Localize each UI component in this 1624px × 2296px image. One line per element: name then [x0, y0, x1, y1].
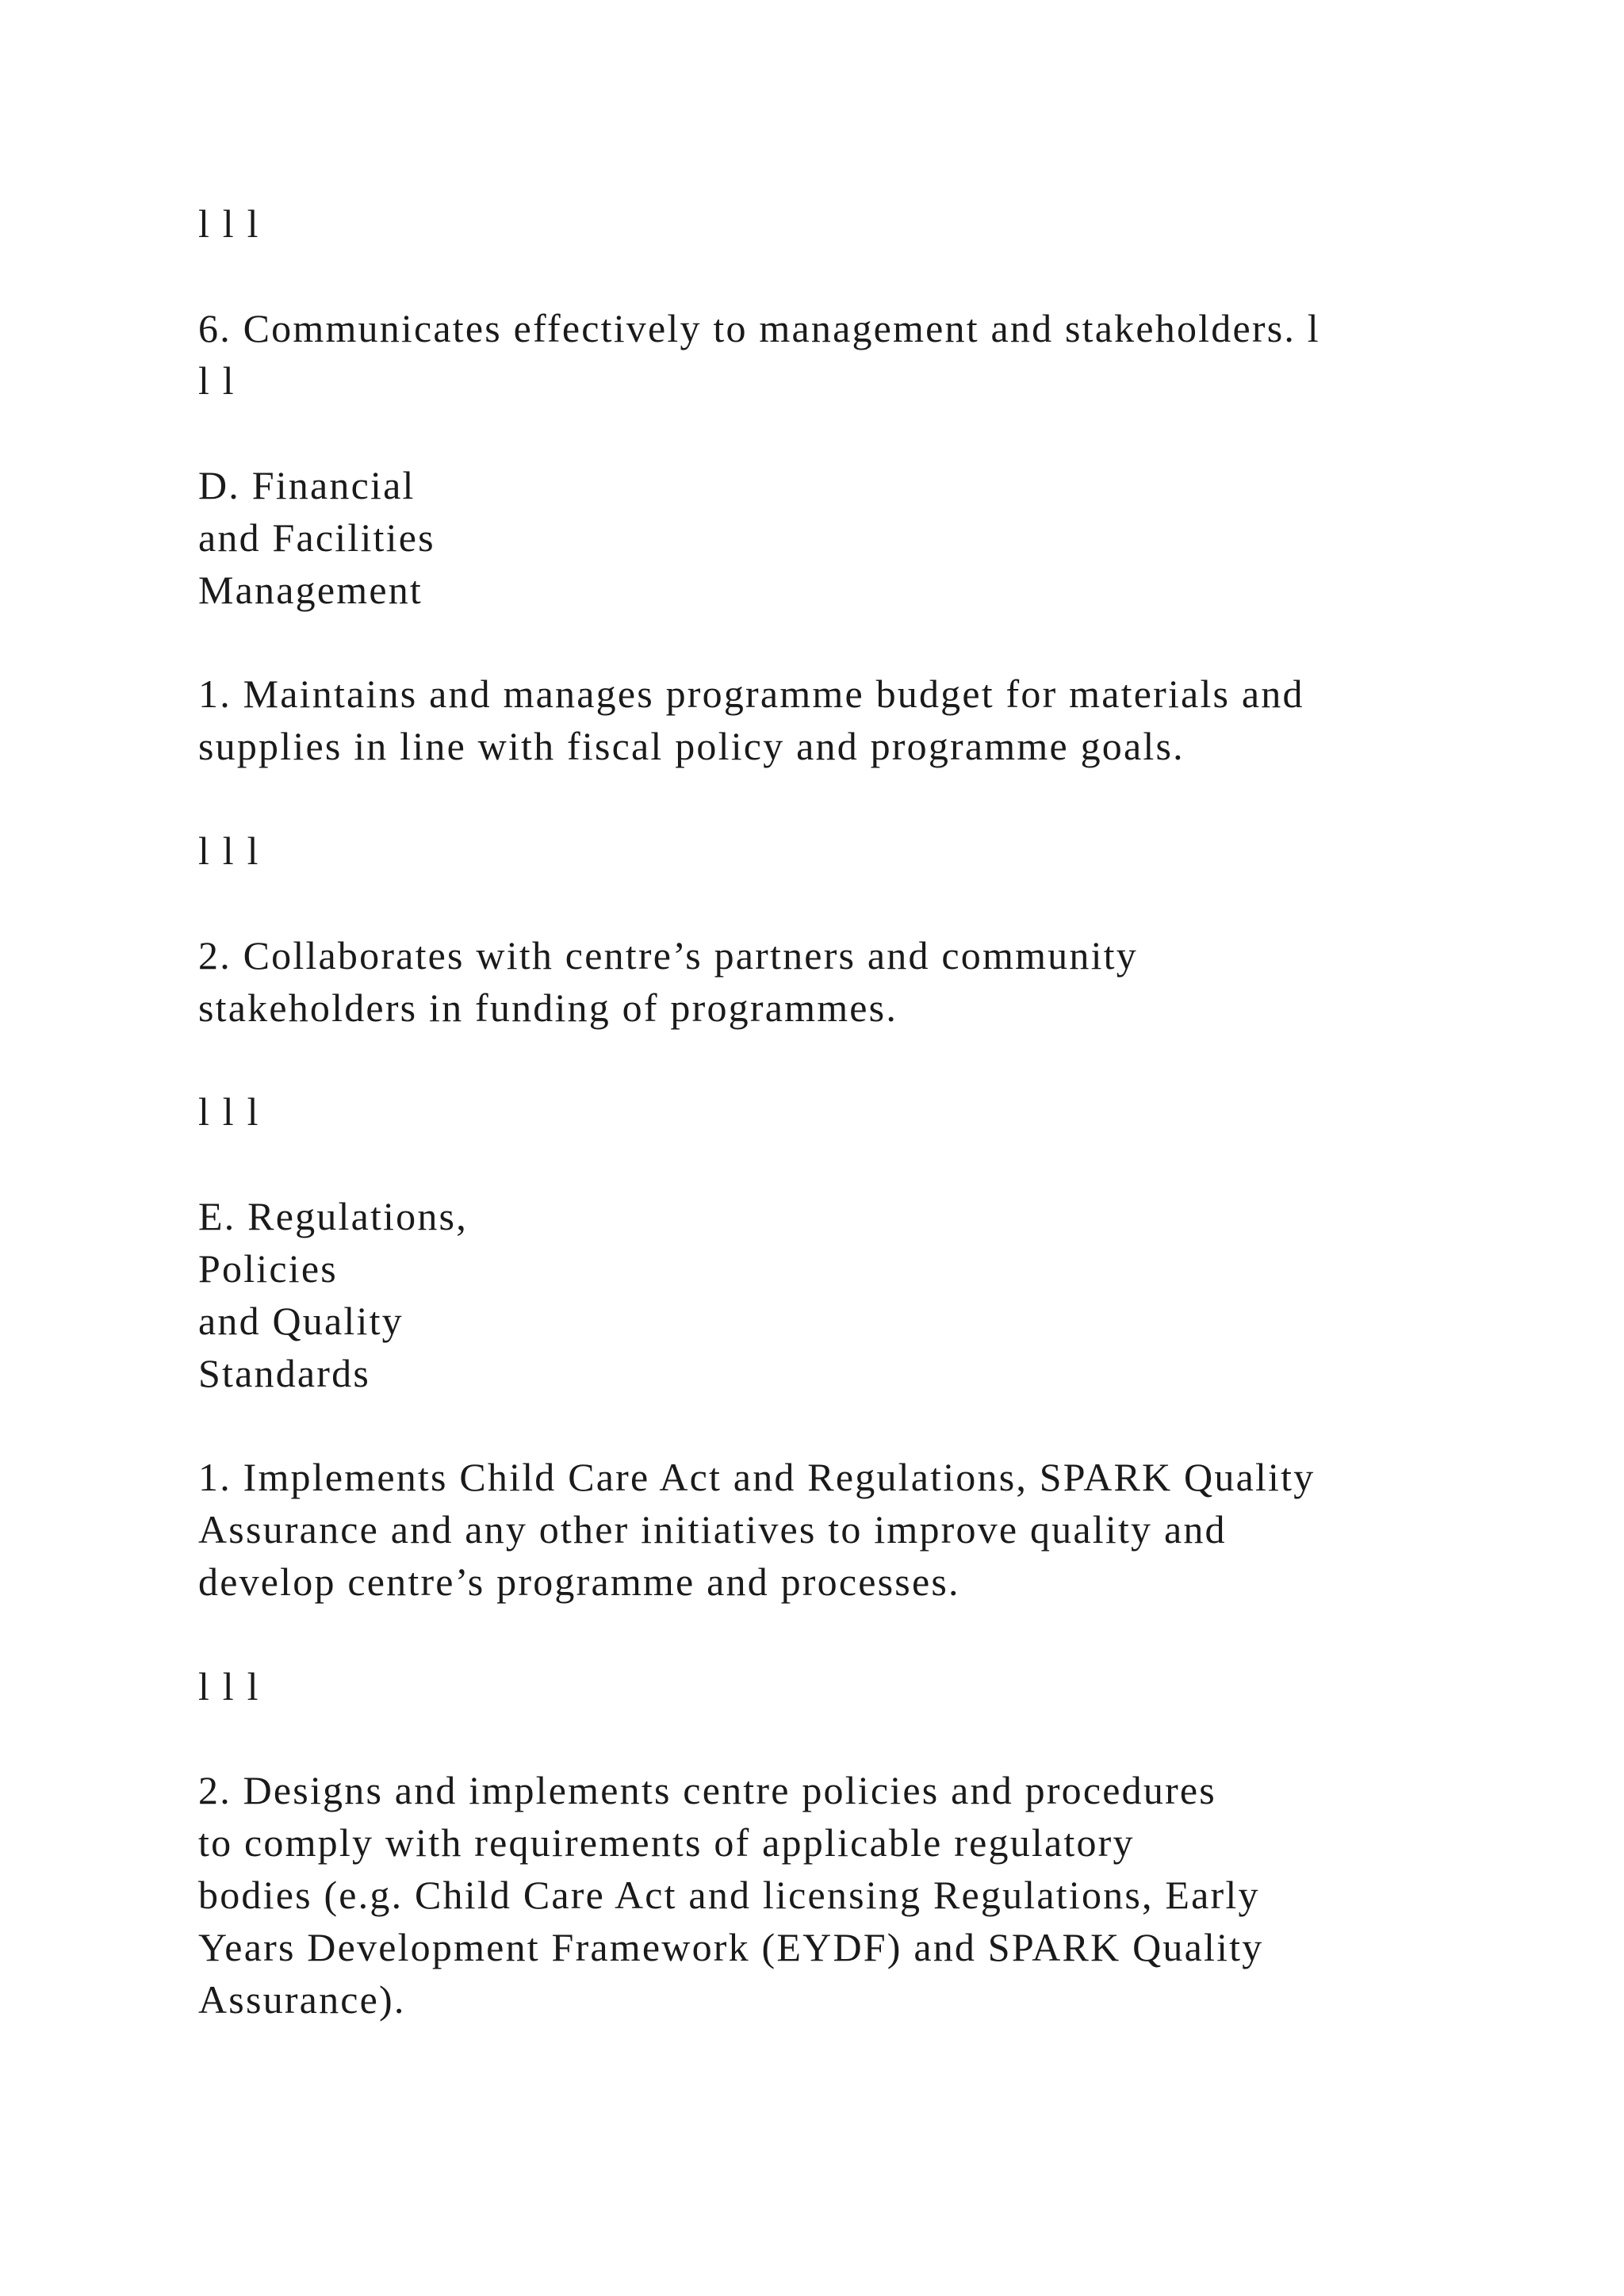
criterion-d2-line-2: stakeholders in funding of programmes.	[198, 985, 898, 1030]
criterion-e2-line-5: Assurance).	[198, 1977, 406, 2022]
section-d-heading-line-1: D. Financial	[198, 463, 416, 507]
criterion-e1-line-2: Assurance and any other initiatives to improve quality and	[198, 1507, 1227, 1552]
criterion-e1-line-3: develop centre’s programme and processes.	[198, 1559, 960, 1604]
section-e-heading-line-2: Policies	[198, 1246, 338, 1291]
criterion-e1-line-1: 1. Implements Child Care Act and Regulations, SPARK Quality	[198, 1455, 1316, 1499]
rating-marks: l l l	[198, 828, 260, 873]
section-e-heading-line-1: E. Regulations,	[198, 1194, 468, 1238]
criterion-d1-line-2: supplies in line with fiscal policy and programme goals.	[198, 724, 1185, 768]
criterion-e2-line-4: Years Development Framework (EYDF) and SPARK Quality	[198, 1925, 1264, 1969]
rating-marks: l l l	[198, 1089, 260, 1134]
criterion-6-communicates: 6. Communicates effectively to management and stakeholders. l	[198, 306, 1320, 350]
rating-marks: l l	[198, 358, 236, 403]
rating-marks: l l l	[198, 201, 260, 246]
section-d-heading-line-2: and Facilities	[198, 515, 435, 560]
criterion-d2-line-1: 2. Collaborates with centre’s partners and community	[198, 933, 1138, 978]
section-d-heading-line-3: Management	[198, 568, 423, 612]
criterion-e2-line-2: to comply with requirements of applicable regulatory	[198, 1820, 1135, 1865]
criterion-d1-line-1: 1. Maintains and manages programme budget for materials and	[198, 672, 1304, 716]
section-e-heading-line-3: and Quality	[198, 1299, 404, 1343]
section-e-heading-line-4: Standards	[198, 1351, 370, 1395]
rating-marks: l l l	[198, 1664, 260, 1709]
criterion-e2-line-1: 2. Designs and implements centre policies and procedures	[198, 1768, 1216, 1812]
criterion-e2-line-3: bodies (e.g. Child Care Act and licensing Regulations, Early	[198, 1873, 1260, 1917]
